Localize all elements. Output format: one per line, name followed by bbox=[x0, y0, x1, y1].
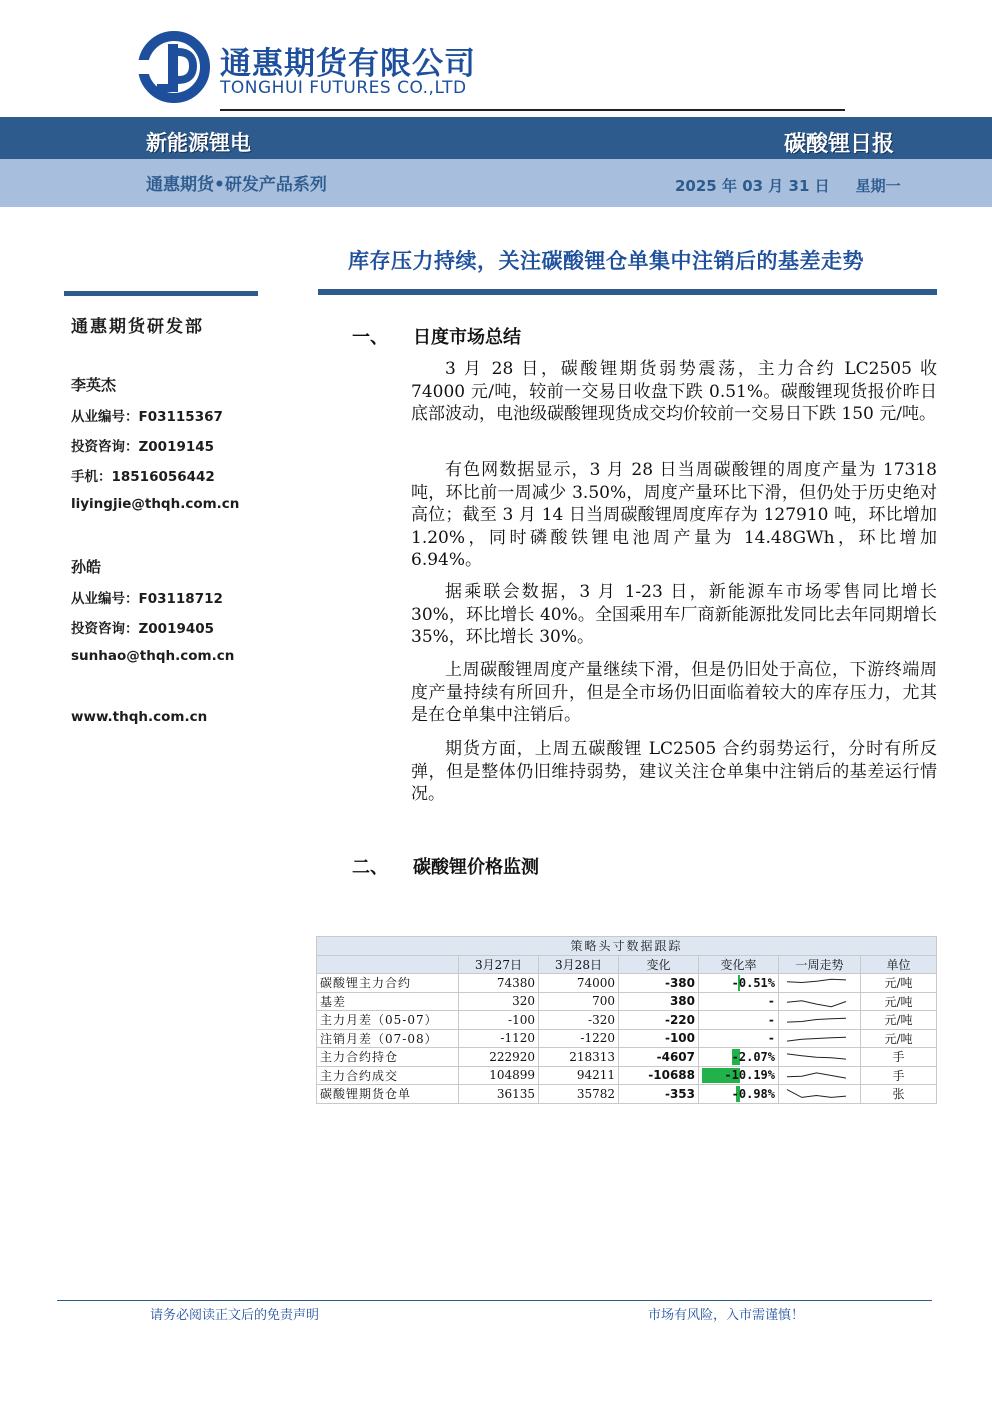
author-name: 孙皓 bbox=[71, 558, 102, 576]
sparkline-chart bbox=[779, 974, 854, 991]
report-weekday: 星期一 bbox=[855, 177, 901, 195]
weekly-trend-sparkline bbox=[779, 1048, 861, 1067]
value-mar27: 104899 bbox=[459, 1066, 539, 1085]
section-title: 日度市场总结 bbox=[413, 327, 521, 348]
sparkline-path bbox=[787, 1090, 846, 1098]
report-category: 新能源锂电 bbox=[146, 131, 251, 155]
row-name: 基差 bbox=[317, 992, 459, 1011]
value-mar27: -100 bbox=[459, 1011, 539, 1030]
value-change: -100 bbox=[619, 1029, 699, 1048]
change-rate-text: - bbox=[767, 994, 775, 1009]
department-name: 通惠期货研发部 bbox=[71, 317, 204, 337]
change-rate bbox=[699, 992, 779, 1011]
sparkline-path bbox=[787, 1001, 846, 1007]
sidebar-rule bbox=[64, 291, 258, 296]
paragraph: 有色网数据显示，3 月 28 日当周碳酸锂的周度产量为 17318 吨，环比前一周减少 3.50%，周度产量环比下滑，但仍处于历史绝对高位；截至 3 月 14 日当周碳酸锂周度库存为 127910 吨，环比增加 1.20%，同时磷酸铁锂电池周产量为 14.48GWh，环比增加 6.94%。 bbox=[411, 460, 937, 570]
unit: 手 bbox=[861, 1066, 937, 1085]
change-rate bbox=[699, 1085, 779, 1104]
sparkline-path bbox=[787, 1037, 846, 1041]
unit: 元/吨 bbox=[861, 1029, 937, 1048]
weekly-trend-sparkline bbox=[779, 1011, 861, 1030]
change-rate-text: -2.07% bbox=[731, 1049, 775, 1064]
author-email-link[interactable]: liyingjie@thqh.com.cn bbox=[71, 496, 240, 512]
report-date: 2025 年 03 月 31 日 bbox=[675, 177, 830, 195]
paragraph: 3 月 28 日，碳酸锂期货弱势震荡，主力合约 LC2505 收 74000 元/吨，较前一交易日收盘下跌 0.51%。碳酸锂现货报价昨日底部波动，电池级碳酸锂现货成交均价较前一交易日下跌 150 元/吨。 bbox=[411, 359, 937, 424]
value-mar28: 218313 bbox=[539, 1048, 619, 1067]
column-header: 3月27日 bbox=[459, 955, 539, 974]
risk-warning: 市场有风险，入市需谨慎！ bbox=[648, 1308, 805, 1323]
author-email-link[interactable]: sunhao@thqh.com.cn bbox=[71, 648, 235, 664]
unit: 手 bbox=[861, 1048, 937, 1067]
value-change: -353 bbox=[619, 1085, 699, 1104]
table-row bbox=[317, 1066, 937, 1085]
sparkline-chart bbox=[779, 1085, 854, 1102]
headline-rule bbox=[318, 289, 937, 295]
table-row bbox=[317, 1085, 937, 1104]
unit: 元/吨 bbox=[861, 1011, 937, 1030]
brand-name-en: TONGHUI FUTURES CO.,LTD bbox=[220, 78, 467, 98]
sparkline-chart bbox=[779, 1030, 854, 1047]
value-mar27: 74380 bbox=[459, 974, 539, 993]
value-mar28: 74000 bbox=[539, 974, 619, 993]
sparkline-path bbox=[787, 980, 846, 983]
paragraph: 上周碳酸锂周度产量继续下滑，但是仍旧处于高位，下游终端周度产量持续有所回升，但是全市场仍旧面临着较大的库存压力，尤其是在仓单集中注销后。 bbox=[411, 660, 937, 725]
row-name: 碳酸锂主力合约 bbox=[317, 974, 459, 993]
row-name: 注销月差（07-08） bbox=[317, 1029, 459, 1048]
author-license: 从业编号：F03115367 bbox=[71, 409, 223, 425]
value-mar27: 36135 bbox=[459, 1085, 539, 1104]
change-rate-text: - bbox=[767, 1012, 775, 1027]
author-phone: 手机：18516056442 bbox=[71, 469, 215, 485]
change-rate bbox=[699, 1048, 779, 1067]
column-header bbox=[317, 955, 459, 974]
table-row bbox=[317, 992, 937, 1011]
value-change: -380 bbox=[619, 974, 699, 993]
weekly-trend-sparkline bbox=[779, 974, 861, 993]
value-mar27: -1120 bbox=[459, 1029, 539, 1048]
website-link[interactable]: www.thqh.com.cn bbox=[71, 709, 208, 725]
column-header: 变化 bbox=[619, 955, 699, 974]
footer-divider bbox=[57, 1300, 932, 1301]
value-change: -4607 bbox=[619, 1048, 699, 1067]
change-rate-text: -0.51% bbox=[731, 975, 775, 990]
change-rate bbox=[699, 1029, 779, 1048]
section-number: 一、 bbox=[352, 327, 388, 348]
change-rate-text: -0.98% bbox=[731, 1086, 775, 1101]
row-name: 主力合约持仓 bbox=[317, 1048, 459, 1067]
value-change: -220 bbox=[619, 1011, 699, 1030]
change-rate bbox=[699, 974, 779, 993]
author-advisory: 投资咨询：Z0019405 bbox=[71, 621, 215, 637]
section-title: 碳酸锂价格监测 bbox=[413, 857, 539, 878]
change-rate-text: - bbox=[767, 1031, 775, 1046]
weekly-trend-sparkline bbox=[779, 1029, 861, 1048]
weekly-trend-sparkline bbox=[779, 1066, 861, 1085]
sparkline-path bbox=[787, 1073, 846, 1078]
report-date-line bbox=[675, 175, 901, 196]
change-rate bbox=[699, 1011, 779, 1030]
brand-name-cn: 通惠期货有限公司 bbox=[220, 46, 476, 82]
column-header: 单位 bbox=[861, 955, 937, 974]
sparkline-chart bbox=[779, 993, 854, 1010]
table-row bbox=[317, 1048, 937, 1067]
unit: 元/吨 bbox=[861, 974, 937, 993]
author-name: 李英杰 bbox=[71, 376, 117, 394]
weekly-trend-sparkline bbox=[779, 992, 861, 1011]
table-row bbox=[317, 1011, 937, 1030]
table-row bbox=[317, 1029, 937, 1048]
value-mar27: 320 bbox=[459, 992, 539, 1011]
unit: 元/吨 bbox=[861, 992, 937, 1011]
value-mar28: 94211 bbox=[539, 1066, 619, 1085]
report-type: 碳酸锂日报 bbox=[783, 132, 894, 157]
value-change: -10688 bbox=[619, 1066, 699, 1085]
value-mar27: 222920 bbox=[459, 1048, 539, 1067]
price-monitor-table bbox=[316, 936, 937, 1104]
sparkline-path bbox=[787, 1054, 846, 1059]
report-series: 通惠期货•研发产品系列 bbox=[146, 175, 327, 195]
sparkline-path bbox=[787, 1018, 846, 1022]
value-mar28: 700 bbox=[539, 992, 619, 1011]
value-mar28: -1220 bbox=[539, 1029, 619, 1048]
table-caption: 策略头寸数据跟踪 bbox=[317, 937, 937, 956]
change-rate-text: -10.19% bbox=[724, 1068, 775, 1083]
row-name: 碳酸锂期货仓单 bbox=[317, 1085, 459, 1104]
section-number: 二、 bbox=[352, 857, 388, 878]
paragraph: 据乘联会数据，3 月 1-23 日，新能源车市场零售同比增长 30%，环比增长 40%。全国乘用车厂商新能源批发同比去年同期增长 35%，环比增长 30%。 bbox=[411, 582, 937, 647]
author-advisory: 投资咨询：Z0019145 bbox=[71, 439, 215, 455]
header-divider bbox=[220, 109, 845, 111]
change-rate bbox=[699, 1066, 779, 1085]
column-header: 一周走势 bbox=[779, 955, 861, 974]
table-header-row bbox=[317, 955, 937, 974]
value-mar28: 35782 bbox=[539, 1085, 619, 1104]
weekly-trend-sparkline bbox=[779, 1085, 861, 1104]
column-header: 变化率 bbox=[699, 955, 779, 974]
sparkline-chart bbox=[779, 1048, 854, 1065]
value-change: 380 bbox=[619, 992, 699, 1011]
unit: 张 bbox=[861, 1085, 937, 1104]
column-header: 3月28日 bbox=[539, 955, 619, 974]
row-name: 主力月差（05-07） bbox=[317, 1011, 459, 1030]
author-license: 从业编号：F03118712 bbox=[71, 591, 223, 607]
value-mar28: -320 bbox=[539, 1011, 619, 1030]
row-name: 主力合约成交 bbox=[317, 1066, 459, 1085]
disclaimer-notice: 请务必阅读正文后的免责声明 bbox=[150, 1308, 320, 1323]
sparkline-chart bbox=[779, 1011, 854, 1028]
table-row bbox=[317, 974, 937, 993]
report-headline: 库存压力持续，关注碳酸锂仓单集中注销后的基差走势 bbox=[348, 249, 864, 273]
sparkline-chart bbox=[779, 1067, 854, 1084]
company-logo-icon bbox=[137, 30, 211, 104]
paragraph: 期货方面，上周五碳酸锂 LC2505 合约弱势运行，分时有所反弹，但是整体仍旧维持弱势，建议关注仓单集中注销后的基差运行情况。 bbox=[411, 739, 937, 804]
